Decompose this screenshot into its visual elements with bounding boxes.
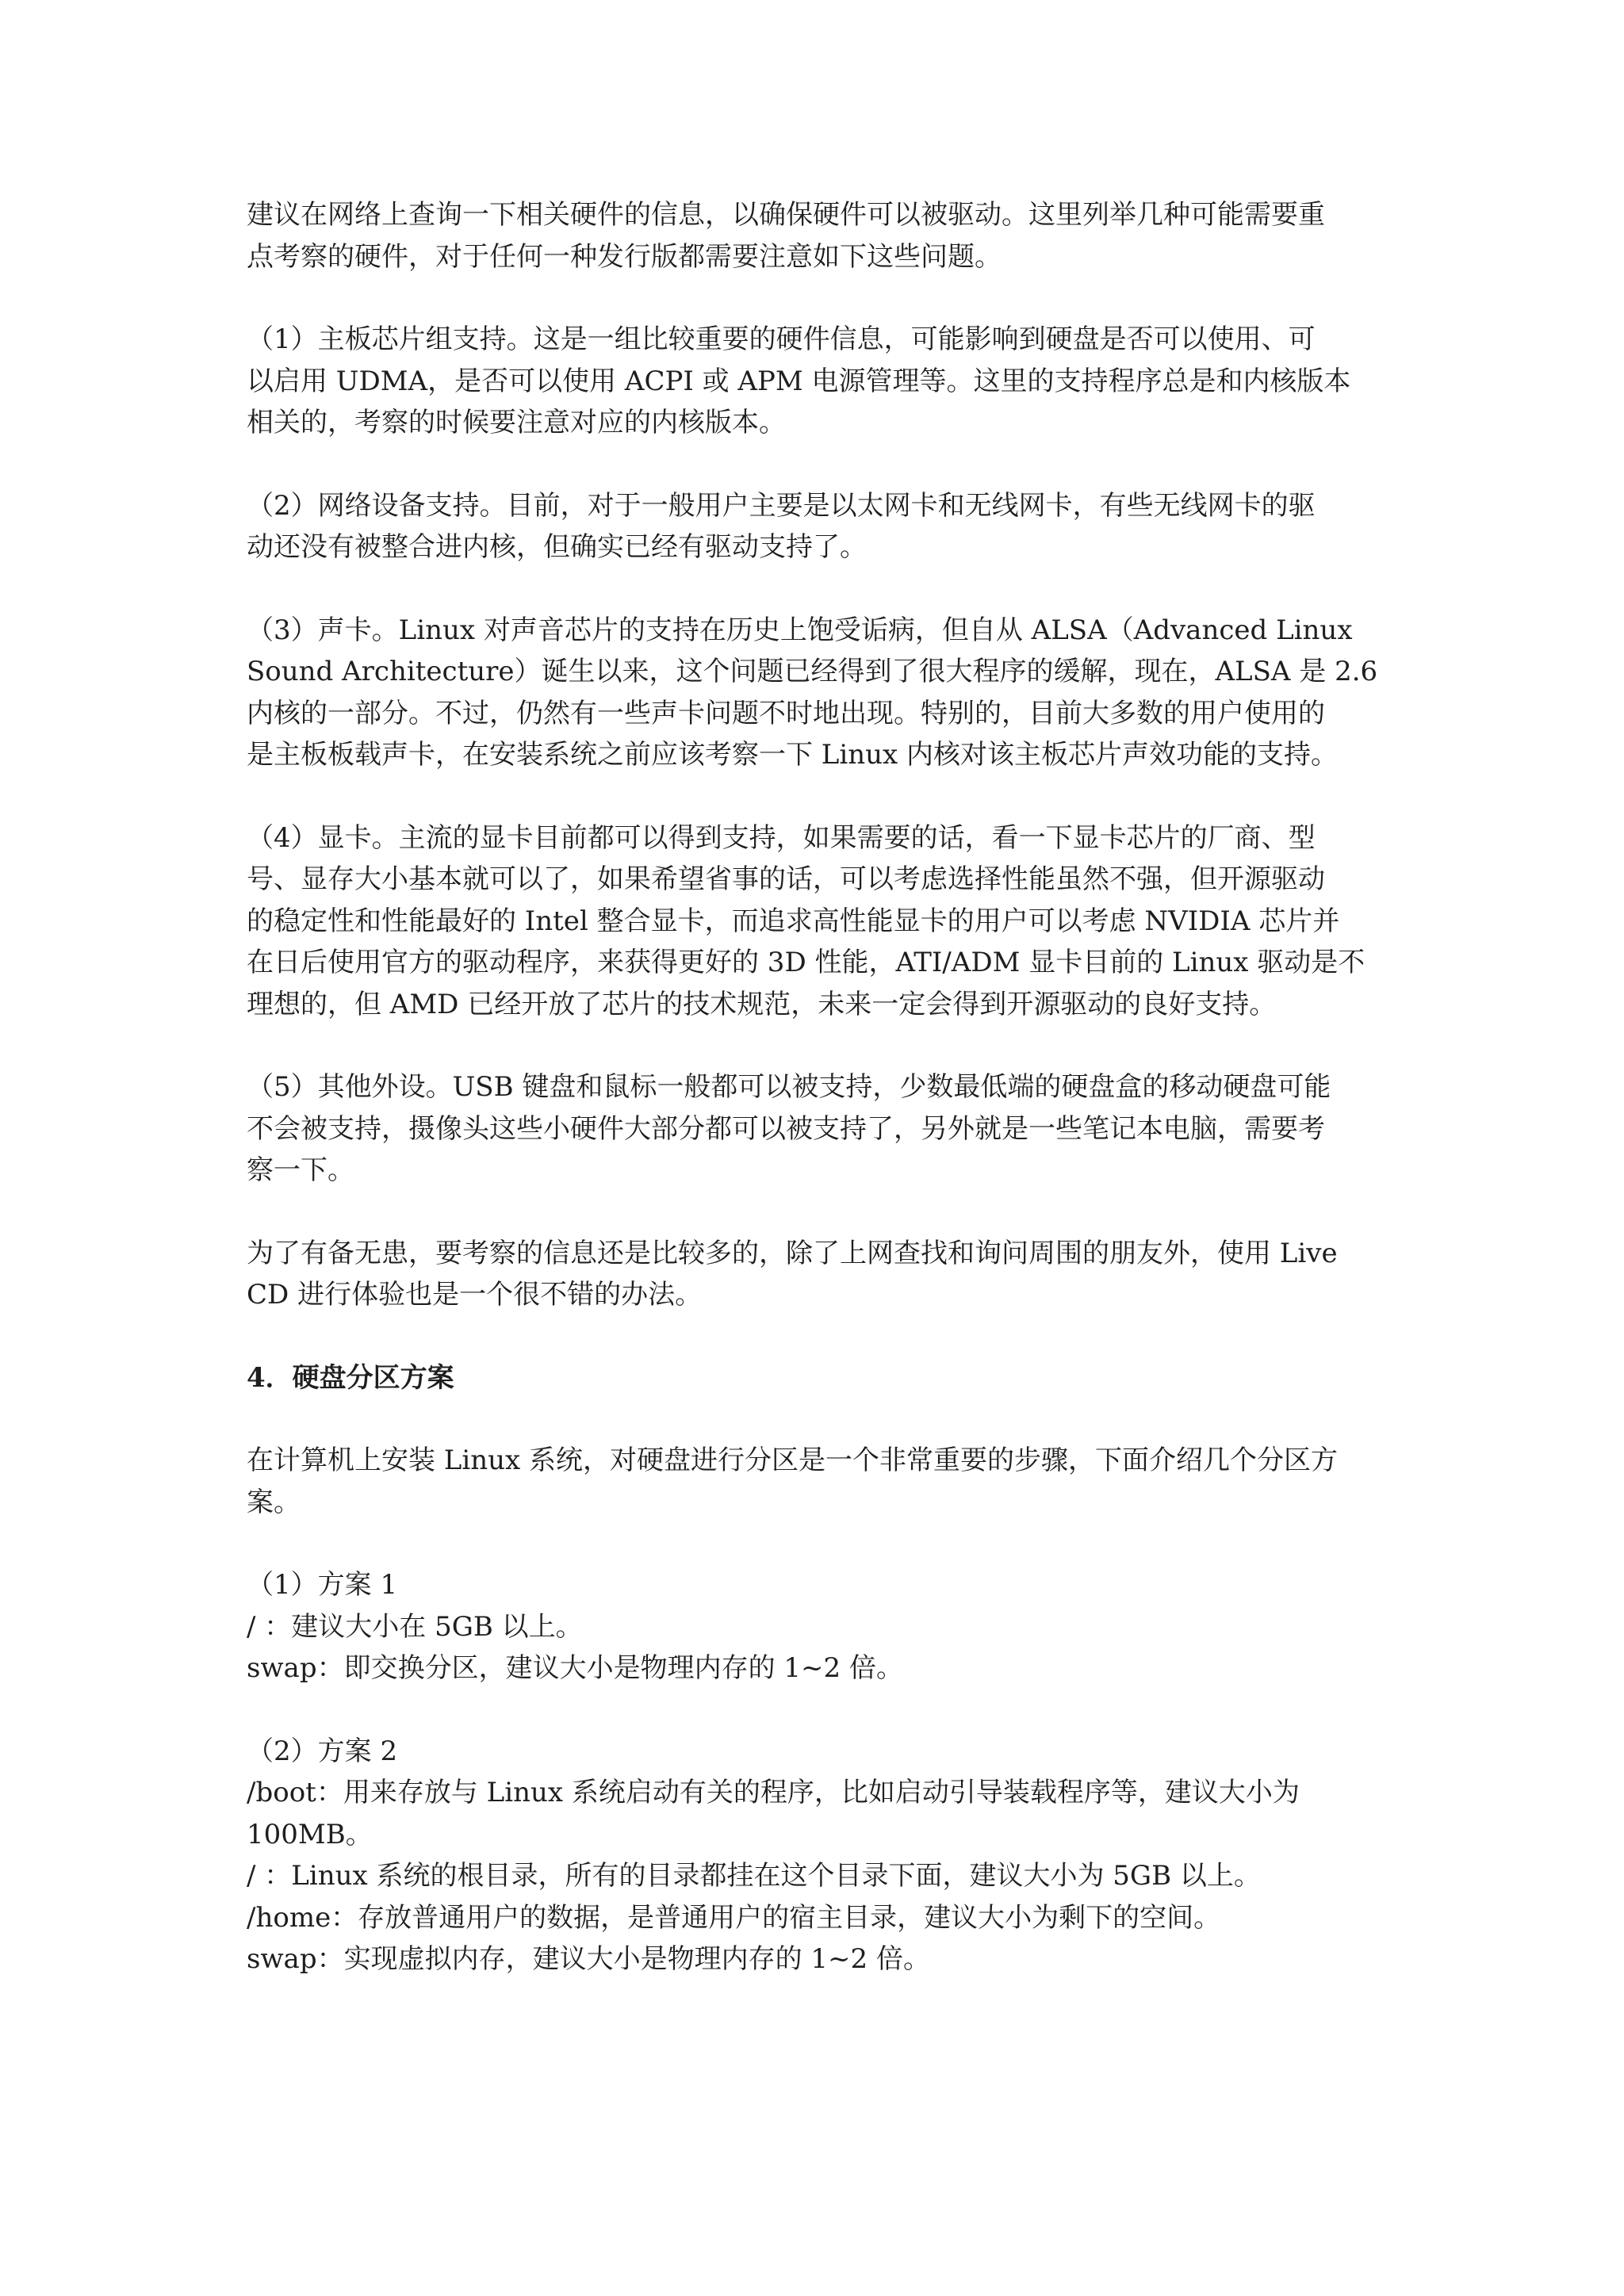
- paragraph-summary: [247, 1233, 1396, 1316]
- document-body: [247, 194, 1396, 1980]
- text-line: 内核的一部分。不过，仍然有一些声卡问题不时地出现。特别的，目前大多数的用户使用的: [247, 697, 1325, 729]
- text-line: 相关的，考察的时候要注意对应的内核版本。: [247, 407, 786, 438]
- paragraph-sound: [247, 610, 1396, 776]
- text-line: 动还没有被整合进内核，但确实已经有驱动支持了。: [247, 531, 867, 563]
- text-line: 为了有备无患，要考察的信息还是比较多的，除了上网查找和询问周围的朋友外，使用 Live: [247, 1237, 1338, 1269]
- paragraph-intro: [247, 194, 1396, 277]
- text-line: 点考察的硬件，对于任何一种发行版都需要注意如下这些问题。: [247, 240, 1002, 273]
- text-line: （5）其他外设。USB 键盘和鼠标一般都可以被支持，少数最低端的硬盘盒的移动硬盘可能: [247, 1071, 1331, 1103]
- paragraph-graphics: [247, 817, 1396, 1026]
- paragraph-partition-intro: [247, 1440, 1396, 1523]
- paragraph-peripherals: [247, 1066, 1396, 1192]
- scheme-title: （2）方案 2: [247, 1735, 398, 1767]
- scheme-line: /boot：用来存放与 Linux 系统启动有关的程序，比如启动引导装载程序等，建议大小为: [247, 1777, 1300, 1808]
- text-line: 案。: [247, 1486, 301, 1518]
- scheme-line: swap：即交换分区，建议大小是物理内存的 1~2 倍。: [247, 1652, 903, 1684]
- scheme-1: [247, 1564, 1396, 1689]
- text-line: （3）声卡。Linux 对声音芯片的支持在历史上饱受诟病，但自从 ALSA（Advanced Linux: [247, 614, 1353, 646]
- text-line: 在计算机上安装 Linux 系统，对硬盘进行分区是一个非常重要的步骤，下面介绍几个分区方: [247, 1445, 1339, 1476]
- text-line: 不会被支持，摄像头这些小硬件大部分都可以被支持了，另外就是一些笔记本电脑，需要考: [247, 1112, 1325, 1145]
- text-line: 的稳定性和性能最好的 Intel 整合显卡，而追求高性能显卡的用户可以考虑 NVIDIA 芯片并: [247, 905, 1340, 937]
- text-line: （2）网络设备支持。目前，对于一般用户主要是以太网卡和无线网卡，有些无线网卡的驱: [247, 489, 1316, 522]
- scheme-title: （1）方案 1: [247, 1569, 398, 1601]
- scheme-2: [247, 1731, 1396, 1980]
- scheme-line: swap：实现虚拟内存，建议大小是物理内存的 1~2 倍。: [247, 1943, 930, 1975]
- scheme-line: / ：Linux 系统的根目录，所有的目录都挂在这个目录下面，建议大小为 5GB 以上。: [247, 1860, 1261, 1892]
- heading-text: 4．硬盘分区方案: [247, 1361, 454, 1394]
- scheme-line: / ：建议大小在 5GB 以上。: [247, 1610, 583, 1643]
- text-line: 建议在网络上查询一下相关硬件的信息，以确保硬件可以被驱动。这里列举几种可能需要重: [247, 199, 1325, 231]
- text-line: 理想的，但 AMD 已经开放了芯片的技术规范，未来一定会得到开源驱动的良好支持。: [247, 988, 1277, 1020]
- text-line: 察一下。: [247, 1154, 354, 1186]
- text-line: 以启用 UDMA，是否可以使用 ACPI 或 APM 电源管理等。这里的支持程序总是和内核版本: [247, 365, 1351, 397]
- scheme-line: 100MB。: [247, 1818, 373, 1850]
- text-line: Sound Architecture）诞生以来，这个问题已经得到了很大程序的缓解，现在，ALSA 是 2.6: [247, 656, 1378, 687]
- text-line: 号、显存大小基本就可以了，如果希望省事的话，可以考虑选择性能虽然不强，但开源驱动: [247, 863, 1325, 895]
- text-line: （4）显卡。主流的显卡目前都可以得到支持，如果需要的话，看一下显卡芯片的厂商、型: [247, 821, 1316, 854]
- paragraph-motherboard: [247, 319, 1396, 444]
- text-line: 是主板板载声卡，在安装系统之前应该考察一下 Linux 内核对该主板芯片声效功能的支持。: [247, 739, 1339, 771]
- paragraph-network: [247, 485, 1396, 568]
- scheme-line: /home：存放普通用户的数据，是普通用户的宿主目录，建议大小为剩下的空间。: [247, 1901, 1221, 1934]
- text-line: 在日后使用官方的驱动程序，来获得更好的 3D 性能，ATI/ADM 显卡目前的 Linux 驱动是不: [247, 947, 1365, 978]
- section-heading: [247, 1357, 1396, 1399]
- text-line: CD 进行体验也是一个很不错的办法。: [247, 1279, 703, 1311]
- text-line: （1）主板芯片组支持。这是一组比较重要的硬件信息，可能影响到硬盘是否可以使用、可: [247, 323, 1316, 355]
